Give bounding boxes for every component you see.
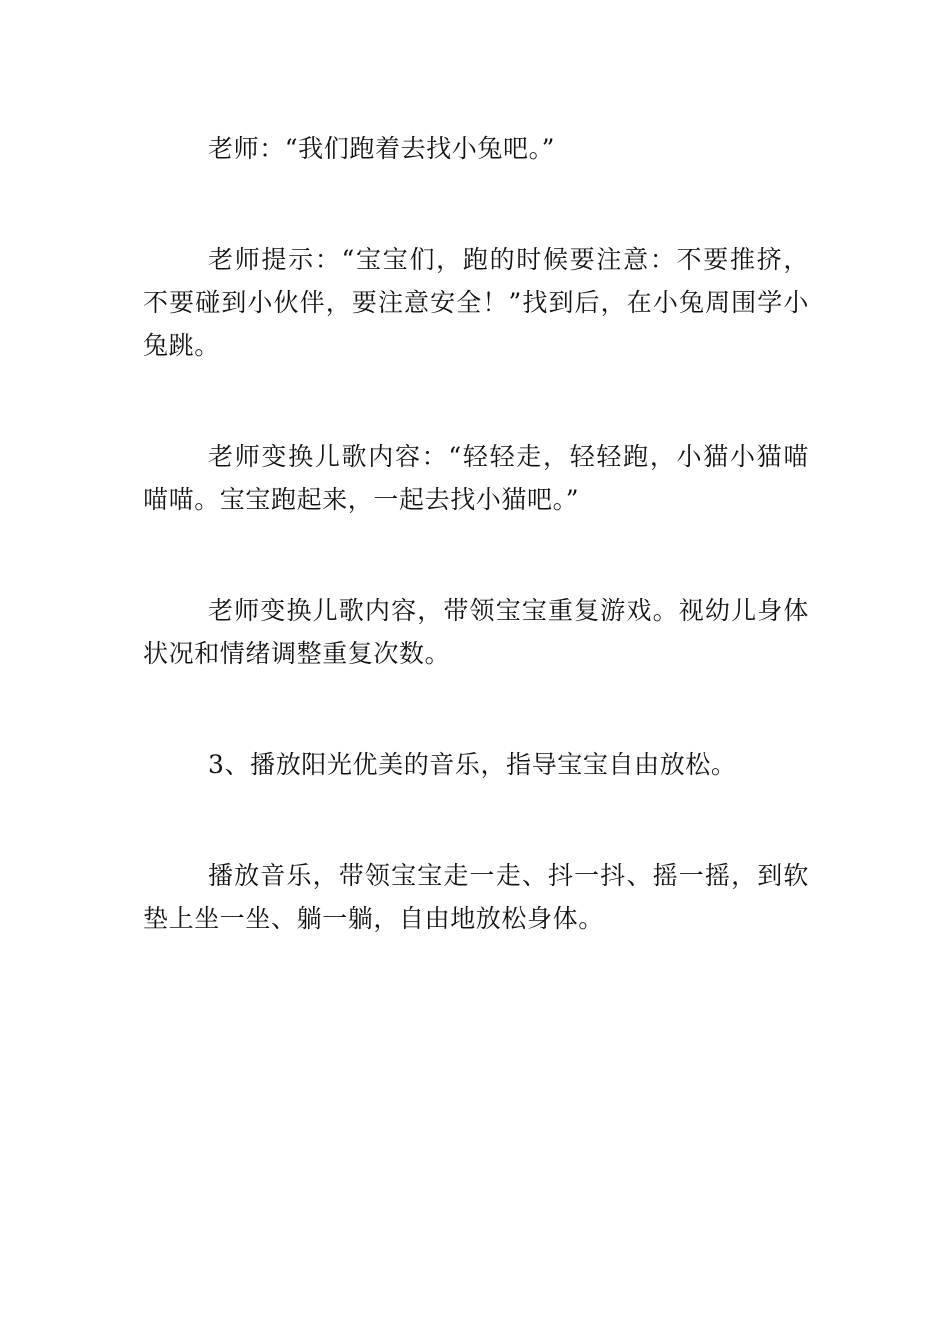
paragraph-1: 老师：“我们跑着去找小兔吧。” (208, 134, 556, 163)
paragraph-6: 播放音乐，带领宝宝走一走、抖一抖、摇一摇，到软垫上坐一坐、躺一躺，自由地放松身体。 (143, 861, 809, 933)
document-body (143, 127, 809, 1008)
paragraph-3: 老师变换儿歌内容：“轻轻走，轻轻跑，小猫小猫喵喵喵。宝宝跑起来，一起去找小猫吧。” (143, 442, 809, 514)
paragraph-5: 3、播放阳光优美的音乐，指导宝宝自由放松。 (208, 750, 737, 779)
paragraph-2: 老师提示：“宝宝们，跑的时候要注意：不要推挤，不要碰到小伙伴，要注意安全！”找到后，在小兔周围学小兔跳。 (143, 245, 809, 360)
paragraph-4: 老师变换儿歌内容，带领宝宝重复游戏。视幼儿身体状况和情绪调整重复次数。 (143, 596, 809, 668)
